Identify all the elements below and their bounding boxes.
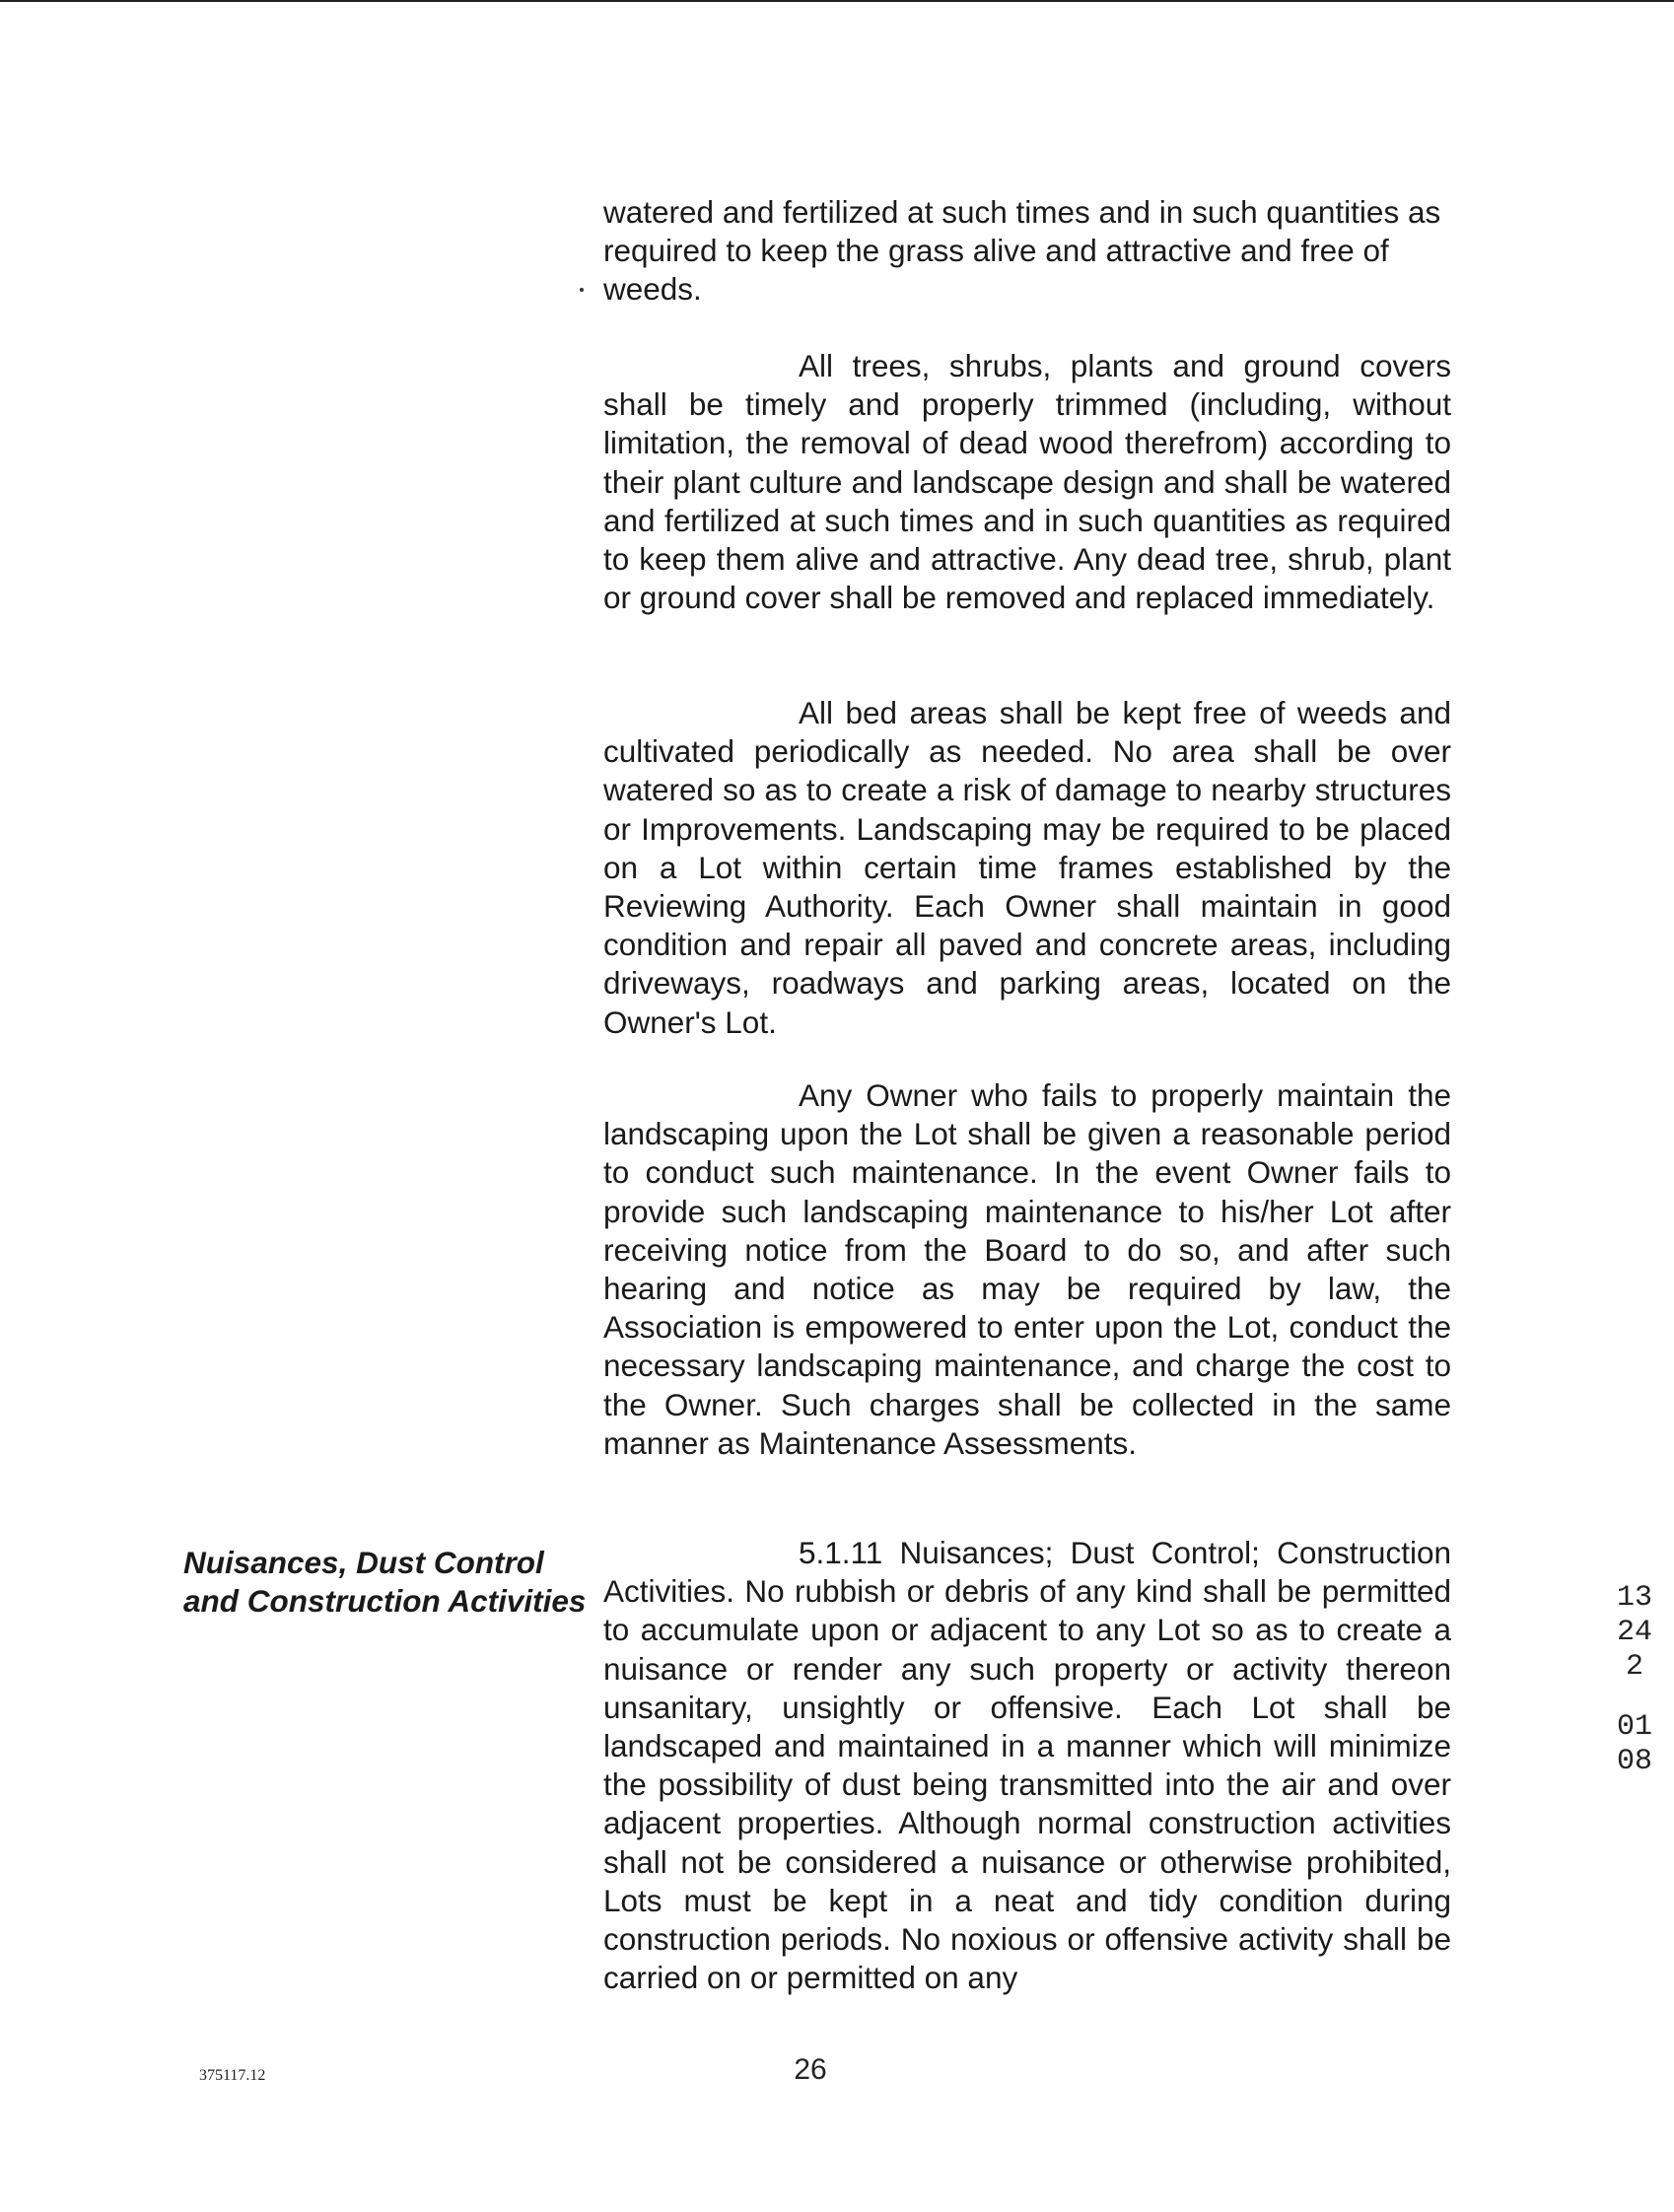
paragraph-continuation: watered and fertilized at such times and in such quantities as required to keep the grass alive and attractive and free of weeds. <box>603 194 1441 308</box>
top-rule <box>0 0 1674 2</box>
stray-dot <box>580 288 584 292</box>
paragraph-bed-areas: All bed areas shall be kept free of weeds and cultivated periodically as needed. No area shall be over watered so as to create a risk of damage to nearby structures or Improvements. Landscaping may be required to be placed on a Lot within certain time frames established by the Reviewing Authority. Each Owner shall maintain in good condition and repair all paved and concrete areas, including driveways, roadways and parking areas, located on the Owner's Lot. <box>603 695 1451 1040</box>
page-number: 26 <box>794 2053 827 2086</box>
paragraph-trees-shrubs: All trees, shrubs, plants and ground covers shall be timely and properly trimmed (including, without limitation, the removal of dead wood therefrom) according to their plant culture and landscape design and shall be watered and fertilized at such times and in such quantities as required to keep them alive and attractive. Any dead tree, shrub, plant or ground cover shall be removed and replaced immediately. <box>603 348 1451 616</box>
margin-heading: Nuisances, Dust Control and Construction Activities <box>183 1545 587 1620</box>
stamp-line-1: 13242 <box>1617 1581 1653 1684</box>
paragraph-owner-maintenance: Any Owner who fails to properly maintain the landscaping upon the Lot shall be given a reasonable period to conduct such maintenance. In the event Owner fails to provide such landscaping maintenance to his/her Lot after receiving notice from the Board to do so, and after such hearing and notice as may be required by law, the Association is empowered to enter upon the Lot, conduct the necessary landscaping maintenance, and charge the cost to the Owner. Such charges shall be collected in the same manner as Maintenance Assessments. <box>603 1077 1451 1461</box>
recording-stamp <box>1617 1581 1652 1779</box>
document-number: 375117.12 <box>199 2067 266 2084</box>
stamp-line-2: 0108 <box>1617 1710 1653 1778</box>
paragraph-nuisances: 5.1.11 Nuisances; Dust Control; Construction Activities. No rubbish or debris of any kind shall be permitted to accumulate upon or adjacent to any Lot so as to create a nuisance or render any such property or activity thereon unsanitary, unsightly or offensive. Each Lot shall be landscaped and maintained in a manner which will minimize the possibility of dust being transmitted into the air and over adjacent properties. Although normal construction activities shall not be considered a nuisance or otherwise prohibited, Lots must be kept in a neat and tidy condition during construction periods. No noxious or offensive activity shall be carried on or permitted on any <box>603 1535 1451 1996</box>
